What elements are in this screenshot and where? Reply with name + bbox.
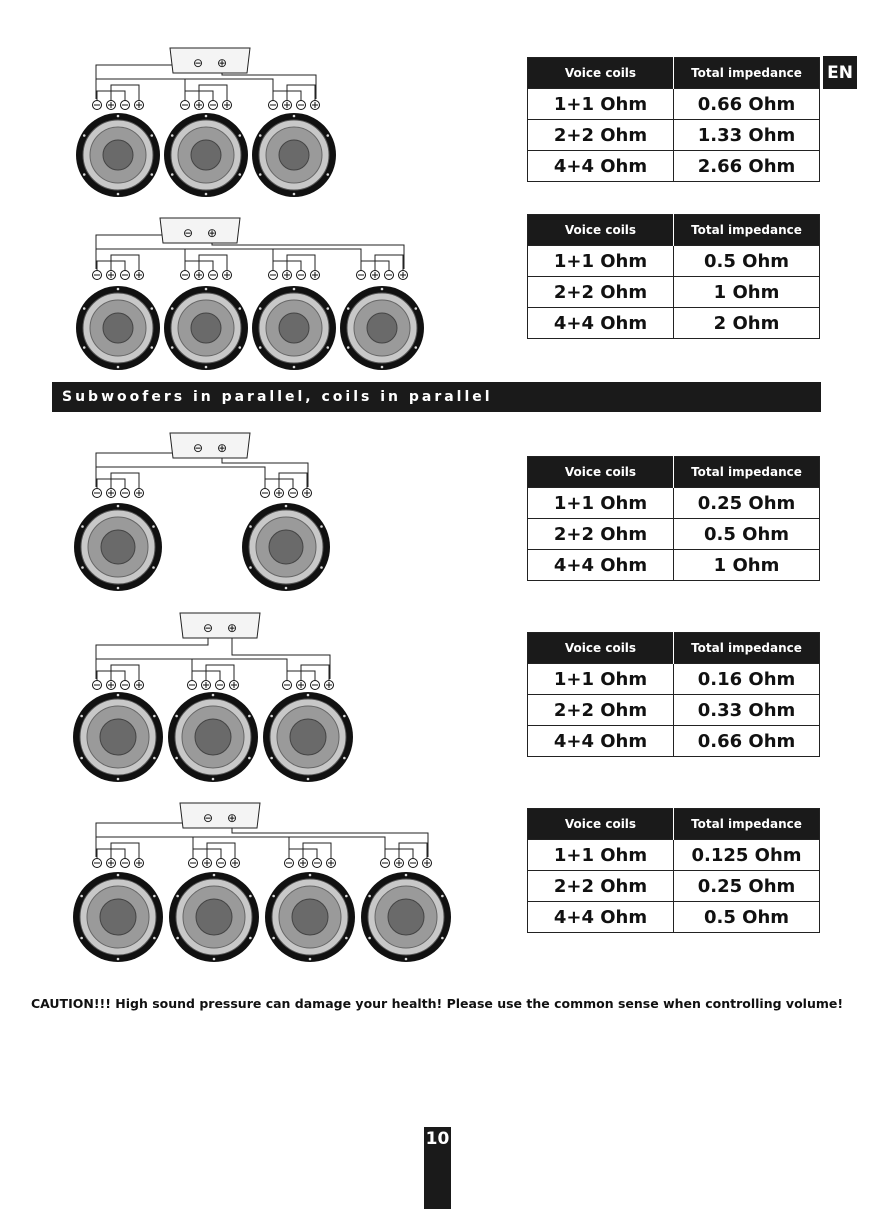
- table-row: [528, 246, 820, 277]
- header-total-impedance: Total impedance: [674, 215, 820, 246]
- mounting-hole: [117, 193, 120, 196]
- mounting-hole: [117, 694, 120, 697]
- impedance-cell: 0.33 Ohm: [674, 695, 820, 726]
- mounting-hole: [272, 937, 275, 940]
- impedance-cell: 1 Ohm: [674, 277, 820, 308]
- mounting-hole: [293, 288, 296, 291]
- impedance-table-3: [527, 456, 820, 581]
- subwoofer-dust-cap: [191, 313, 221, 343]
- wiring-diagram-5: [70, 795, 460, 965]
- wiring-diagram-1: [70, 40, 350, 205]
- mounting-hole: [213, 874, 216, 877]
- mounting-hole: [205, 193, 208, 196]
- plus-terminal-icon: ⊕: [206, 226, 218, 240]
- mounting-hole: [205, 288, 208, 291]
- plus-terminal-icon: ⊕: [216, 441, 228, 455]
- impedance-cell: 0.66 Ohm: [674, 89, 820, 120]
- mounting-hole: [117, 288, 120, 291]
- mounting-hole: [117, 115, 120, 118]
- mounting-hole: [150, 173, 153, 176]
- minus-terminal-icon: ⊖: [182, 226, 194, 240]
- voice-coil-cell: 1+1 Ohm: [528, 488, 674, 519]
- mounting-hole: [83, 173, 86, 176]
- minus-terminal-icon: ⊖: [192, 56, 204, 70]
- impedance-table-5: [527, 808, 820, 933]
- voice-coil-cell: 2+2 Ohm: [528, 871, 674, 902]
- impedance-cell: 0.25 Ohm: [674, 871, 820, 902]
- mounting-hole: [117, 958, 120, 961]
- voice-coil-cell: 2+2 Ohm: [528, 277, 674, 308]
- header-total-impedance: Total impedance: [674, 457, 820, 488]
- wiring-diagram-2: [70, 210, 430, 375]
- impedance-table-2: [527, 214, 820, 339]
- table-row: [528, 277, 820, 308]
- page-number: 10: [424, 1127, 451, 1209]
- mounting-hole: [83, 307, 86, 310]
- mounting-hole: [326, 134, 329, 137]
- plus-terminal-icon: ⊕: [216, 56, 228, 70]
- voice-coil-cell: 1+1 Ohm: [528, 664, 674, 695]
- impedance-table-4: [527, 632, 820, 757]
- voice-coil-cell: 2+2 Ohm: [528, 120, 674, 151]
- mounting-hole: [249, 566, 252, 569]
- mounting-hole: [259, 346, 262, 349]
- mounting-hole: [80, 757, 83, 760]
- wiring-lines: [96, 823, 428, 858]
- mounting-hole: [293, 193, 296, 196]
- mounting-hole: [345, 895, 348, 898]
- voice-coil-cell: 2+2 Ohm: [528, 695, 674, 726]
- impedance-cell: 0.5 Ohm: [674, 902, 820, 933]
- mounting-hole: [238, 173, 241, 176]
- mounting-hole: [80, 715, 83, 718]
- mounting-hole: [414, 346, 417, 349]
- mounting-hole: [326, 307, 329, 310]
- mounting-hole: [285, 587, 288, 590]
- mounting-hole: [381, 366, 384, 369]
- mounting-hole: [205, 366, 208, 369]
- mounting-hole: [83, 134, 86, 137]
- mounting-hole: [153, 937, 156, 940]
- mounting-hole: [343, 757, 346, 760]
- mounting-hole: [212, 778, 215, 781]
- header-total-impedance: Total impedance: [674, 58, 820, 89]
- language-badge: EN: [823, 56, 857, 89]
- voice-coil-cell: 1+1 Ohm: [528, 246, 674, 277]
- impedance-cell: 1.33 Ohm: [674, 120, 820, 151]
- header-voice-coils: Voice coils: [528, 809, 674, 840]
- mounting-hole: [368, 895, 371, 898]
- table-row: [528, 695, 820, 726]
- mounting-hole: [152, 566, 155, 569]
- parallel-link-wire: [96, 467, 265, 488]
- subwoofer-dust-cap: [100, 899, 136, 935]
- mounting-hole: [326, 173, 329, 176]
- table-row: [528, 519, 820, 550]
- subwoofer-dust-cap: [196, 899, 232, 935]
- mounting-hole: [343, 715, 346, 718]
- mounting-hole: [117, 587, 120, 590]
- mounting-hole: [117, 505, 120, 508]
- section-title-bar: Subwoofers in parallel, coils in parallel: [52, 382, 821, 412]
- subwoofer-dust-cap: [269, 530, 303, 564]
- mounting-hole: [117, 874, 120, 877]
- mounting-hole: [153, 757, 156, 760]
- impedance-cell: 0.25 Ohm: [674, 488, 820, 519]
- impedance-cell: 0.16 Ohm: [674, 664, 820, 695]
- parallel-link-wire: [96, 659, 192, 680]
- header-voice-coils: Voice coils: [528, 457, 674, 488]
- table-row: [528, 550, 820, 581]
- impedance-cell: 0.5 Ohm: [674, 246, 820, 277]
- wiring-diagram-4: [70, 605, 370, 785]
- table-row: [528, 89, 820, 120]
- mounting-hole: [152, 525, 155, 528]
- mounting-hole: [320, 566, 323, 569]
- mounting-hole: [326, 346, 329, 349]
- header-voice-coils: Voice coils: [528, 58, 674, 89]
- mounting-hole: [307, 778, 310, 781]
- header-voice-coils: Voice coils: [528, 633, 674, 664]
- mounting-hole: [272, 895, 275, 898]
- table-row: [528, 120, 820, 151]
- mounting-hole: [238, 307, 241, 310]
- amplifier-terminal-box: [170, 48, 250, 73]
- subwoofer-dust-cap: [279, 313, 309, 343]
- mounting-hole: [307, 694, 310, 697]
- mounting-hole: [368, 937, 371, 940]
- header-total-impedance: Total impedance: [674, 633, 820, 664]
- header-voice-coils: Voice coils: [528, 215, 674, 246]
- mounting-hole: [405, 958, 408, 961]
- mounting-hole: [117, 778, 120, 781]
- voice-coil-cell: 4+4 Ohm: [528, 308, 674, 339]
- mounting-hole: [176, 937, 179, 940]
- voice-coil-cell: 4+4 Ohm: [528, 726, 674, 757]
- parallel-link-wire: [96, 249, 361, 270]
- voice-coil-cell: 4+4 Ohm: [528, 902, 674, 933]
- voice-coil-cell: 1+1 Ohm: [528, 89, 674, 120]
- amplifier-terminal-box: [180, 613, 260, 638]
- mounting-hole: [259, 307, 262, 310]
- table-row: [528, 308, 820, 339]
- amplifier-terminal-box: [180, 803, 260, 828]
- mounting-hole: [80, 895, 83, 898]
- subwoofer-dust-cap: [290, 719, 326, 755]
- mounting-hole: [117, 366, 120, 369]
- amplifier-terminal-box: [160, 218, 240, 243]
- impedance-cell: 1 Ohm: [674, 550, 820, 581]
- amplifier-terminal-box: [170, 433, 250, 458]
- mounting-hole: [249, 937, 252, 940]
- mounting-hole: [81, 525, 84, 528]
- mounting-hole: [293, 366, 296, 369]
- mounting-hole: [171, 134, 174, 137]
- mounting-hole: [171, 307, 174, 310]
- subwoofer-dust-cap: [367, 313, 397, 343]
- mounting-hole: [381, 288, 384, 291]
- voice-coil-cell: 4+4 Ohm: [528, 550, 674, 581]
- parallel-link-wire: [96, 249, 185, 270]
- mounting-hole: [83, 346, 86, 349]
- mounting-hole: [414, 307, 417, 310]
- mounting-hole: [205, 115, 208, 118]
- subwoofer-dust-cap: [103, 313, 133, 343]
- mounting-hole: [259, 173, 262, 176]
- wiring-lines: [96, 638, 330, 680]
- mounting-hole: [153, 715, 156, 718]
- mounting-hole: [81, 566, 84, 569]
- minus-terminal-icon: ⊖: [202, 811, 214, 825]
- minus-terminal-icon: ⊖: [202, 621, 214, 635]
- mounting-hole: [309, 958, 312, 961]
- table-row: [528, 902, 820, 933]
- mounting-hole: [441, 937, 444, 940]
- table-row: [528, 871, 820, 902]
- mounting-hole: [171, 346, 174, 349]
- mounting-hole: [248, 757, 251, 760]
- mounting-hole: [238, 346, 241, 349]
- table-row: [528, 664, 820, 695]
- subwoofer-dust-cap: [388, 899, 424, 935]
- impedance-cell: 2.66 Ohm: [674, 151, 820, 182]
- mounting-hole: [238, 134, 241, 137]
- subwoofer-dust-cap: [191, 140, 221, 170]
- mounting-hole: [175, 757, 178, 760]
- voice-coil-cell: 4+4 Ohm: [528, 151, 674, 182]
- impedance-cell: 0.5 Ohm: [674, 519, 820, 550]
- mounting-hole: [176, 895, 179, 898]
- mounting-hole: [345, 937, 348, 940]
- mounting-hole: [309, 874, 312, 877]
- subwoofer-dust-cap: [195, 719, 231, 755]
- mounting-hole: [270, 715, 273, 718]
- wiring-diagram-3: [70, 425, 350, 595]
- impedance-cell: 2 Ohm: [674, 308, 820, 339]
- subwoofer-dust-cap: [292, 899, 328, 935]
- table-row: [528, 151, 820, 182]
- impedance-cell: 0.66 Ohm: [674, 726, 820, 757]
- positive-bus-wire: [222, 73, 316, 99]
- header-total-impedance: Total impedance: [674, 809, 820, 840]
- subwoofer-dust-cap: [100, 719, 136, 755]
- mounting-hole: [212, 694, 215, 697]
- mounting-hole: [249, 895, 252, 898]
- wiring-lines: [96, 235, 404, 270]
- mounting-hole: [285, 505, 288, 508]
- table-row: [528, 840, 820, 871]
- plus-terminal-icon: ⊕: [226, 811, 238, 825]
- mounting-hole: [150, 134, 153, 137]
- minus-terminal-icon: ⊖: [192, 441, 204, 455]
- mounting-hole: [171, 173, 174, 176]
- subwoofer-dust-cap: [103, 140, 133, 170]
- table-row: [528, 726, 820, 757]
- voice-coil-cell: 2+2 Ohm: [528, 519, 674, 550]
- mounting-hole: [175, 715, 178, 718]
- mounting-hole: [405, 874, 408, 877]
- mounting-hole: [347, 346, 350, 349]
- caution-text: CAUTION!!! High sound pressure can damage your health! Please use the common sense when controlling volume!: [30, 996, 844, 1011]
- mounting-hole: [270, 757, 273, 760]
- mounting-hole: [150, 346, 153, 349]
- impedance-cell: 0.125 Ohm: [674, 840, 820, 871]
- mounting-hole: [150, 307, 153, 310]
- subwoofer-dust-cap: [279, 140, 309, 170]
- mounting-hole: [320, 525, 323, 528]
- voice-coil-cell: 1+1 Ohm: [528, 840, 674, 871]
- parallel-link-wire: [96, 79, 185, 100]
- mounting-hole: [259, 134, 262, 137]
- mounting-hole: [249, 525, 252, 528]
- mounting-hole: [293, 115, 296, 118]
- mounting-hole: [441, 895, 444, 898]
- mounting-hole: [153, 895, 156, 898]
- subwoofer-dust-cap: [101, 530, 135, 564]
- plus-terminal-icon: ⊕: [226, 621, 238, 635]
- mounting-hole: [213, 958, 216, 961]
- mounting-hole: [248, 715, 251, 718]
- impedance-table-1: [527, 57, 820, 182]
- mounting-hole: [80, 937, 83, 940]
- table-row: [528, 488, 820, 519]
- mounting-hole: [347, 307, 350, 310]
